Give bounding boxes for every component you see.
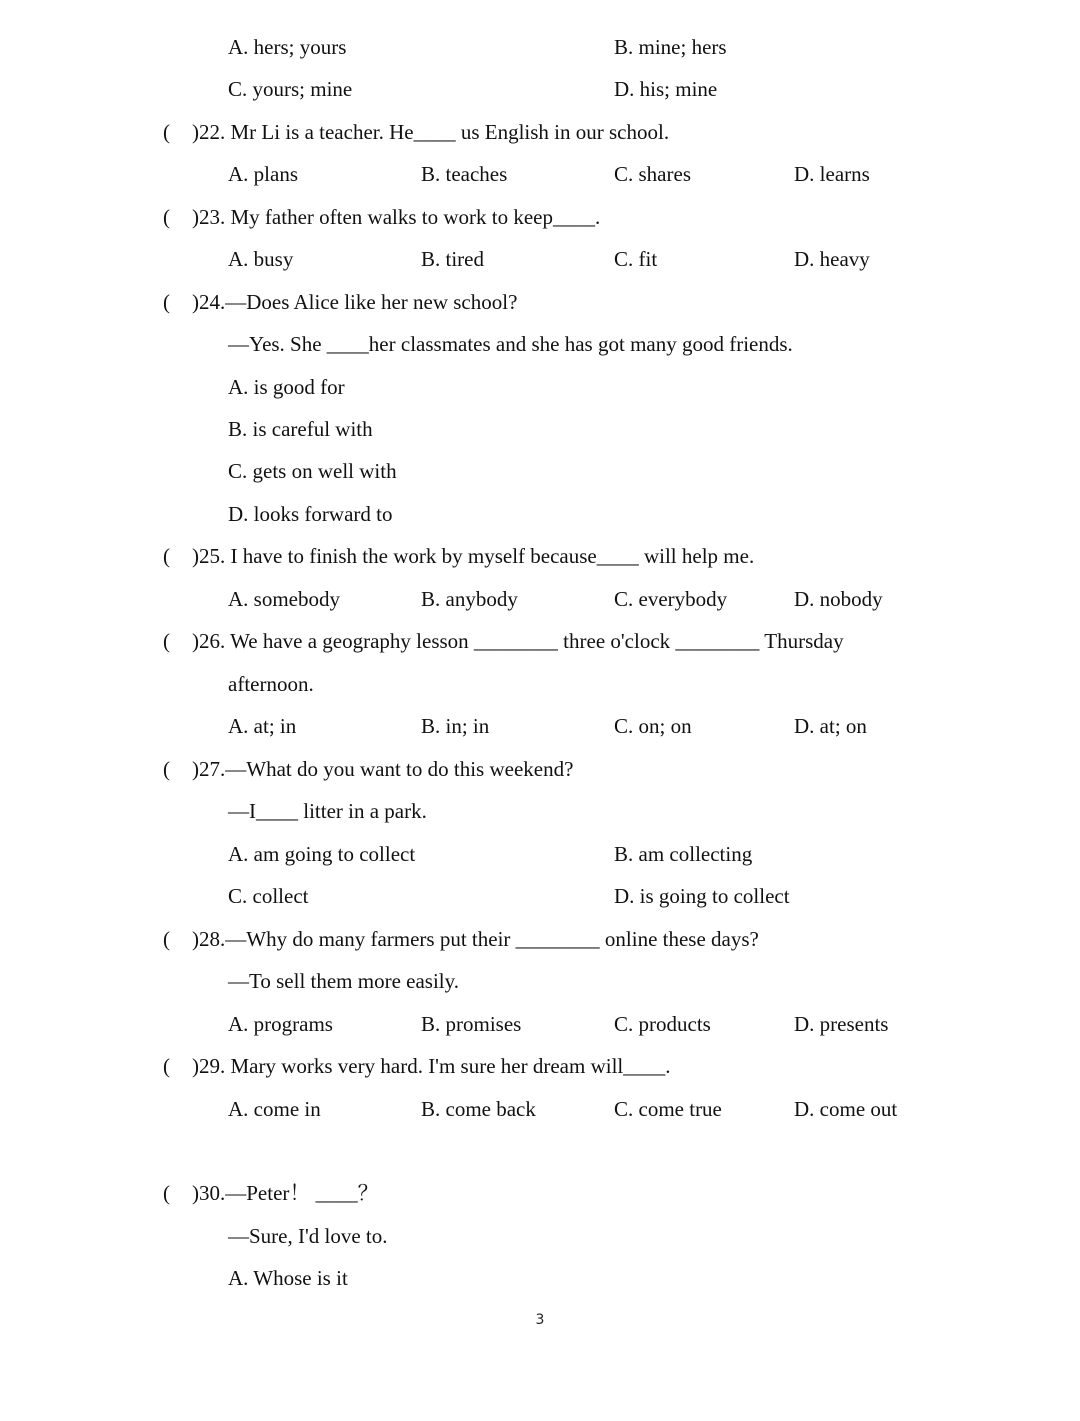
q30-answer-paren: (	[163, 1181, 170, 1205]
q25-option-a: A. somebody	[228, 587, 340, 611]
q23-option-b: B. tired	[421, 247, 484, 271]
q26-stem-continued: afternoon.	[228, 672, 314, 696]
q27-option-a: A. am going to collect	[228, 842, 416, 866]
q24-answer-paren: (	[163, 290, 170, 314]
q28-answer-paren: (	[163, 927, 170, 951]
q22-option-d: D. learns	[794, 162, 870, 186]
q29-option-d: D. come out	[794, 1097, 898, 1121]
q22-stem: )22. Mr Li is a teacher. He____ us English in our school.	[192, 120, 670, 144]
page-number: 3	[535, 1312, 545, 1328]
q29-option-c: C. come true	[614, 1097, 722, 1121]
q27-reply: —I____ litter in a park.	[228, 799, 427, 823]
q22-option-b: B. teaches	[421, 162, 508, 186]
q29-answer-paren: (	[163, 1054, 170, 1078]
q21-option-a: A. hers; yours	[228, 35, 347, 59]
q28-option-a: A. programs	[228, 1012, 333, 1036]
q24-option-c: C. gets on well with	[228, 459, 397, 483]
q27-answer-paren: (	[163, 757, 170, 781]
q29-option-b: B. come back	[421, 1097, 536, 1121]
q26-stem: )26. We have a geography lesson ________ three o'clock ________ Thursday	[192, 629, 844, 653]
q25-answer-paren: (	[163, 544, 170, 568]
q28-reply: —To sell them more easily.	[228, 969, 460, 993]
q21-option-d: D. his; mine	[614, 77, 718, 101]
q25-option-c: C. everybody	[614, 587, 728, 611]
q29-stem: )29. Mary works very hard. I'm sure her dream will____.	[192, 1054, 671, 1078]
q22-option-a: A. plans	[228, 162, 298, 186]
q30-reply: —Sure, I'd love to.	[228, 1224, 388, 1248]
q24-reply: —Yes. She ____her classmates and she has got many good friends.	[228, 332, 793, 356]
q24-option-d: D. looks forward to	[228, 502, 393, 526]
q26-option-a: A. at; in	[228, 714, 297, 738]
q27-option-d: D. is going to collect	[614, 884, 790, 908]
q30-option-a: A. Whose is it	[228, 1266, 348, 1290]
q28-stem: )28.—Why do many farmers put their ________ online these days?	[192, 927, 759, 951]
q30-stem: )30.—Peter！ ____？	[192, 1181, 379, 1205]
q26-option-c: C. on; on	[614, 714, 692, 738]
q26-answer-paren: (	[163, 629, 170, 653]
q27-stem: )27.—What do you want to do this weekend?	[192, 757, 574, 781]
q27-option-b: B. am collecting	[614, 842, 753, 866]
q26-option-b: B. in; in	[421, 714, 490, 738]
q25-stem: )25. I have to finish the work by myself because____ will help me.	[192, 544, 755, 568]
q27-option-c: C. collect	[228, 884, 309, 908]
q25-option-d: D. nobody	[794, 587, 883, 611]
q23-stem: )23. My father often walks to work to keep____.	[192, 205, 601, 229]
q24-stem: )24.—Does Alice like her new school?	[192, 290, 518, 314]
q21-option-c: C. yours; mine	[228, 77, 353, 101]
q23-option-a: A. busy	[228, 247, 294, 271]
q26-option-d: D. at; on	[794, 714, 867, 738]
q24-option-a: A. is good for	[228, 375, 345, 399]
q28-option-b: B. promises	[421, 1012, 522, 1036]
q29-option-a: A. come in	[228, 1097, 321, 1121]
q28-option-d: D. presents	[794, 1012, 889, 1036]
q23-option-d: D. heavy	[794, 247, 870, 271]
q22-option-c: C. shares	[614, 162, 691, 186]
q23-option-c: C. fit	[614, 247, 658, 271]
q22-answer-paren: (	[163, 120, 170, 144]
q25-option-b: B. anybody	[421, 587, 518, 611]
q21-option-b: B. mine; hers	[614, 35, 727, 59]
q24-option-b: B. is careful with	[228, 417, 373, 441]
q23-answer-paren: (	[163, 205, 170, 229]
q28-option-c: C. products	[614, 1012, 711, 1036]
